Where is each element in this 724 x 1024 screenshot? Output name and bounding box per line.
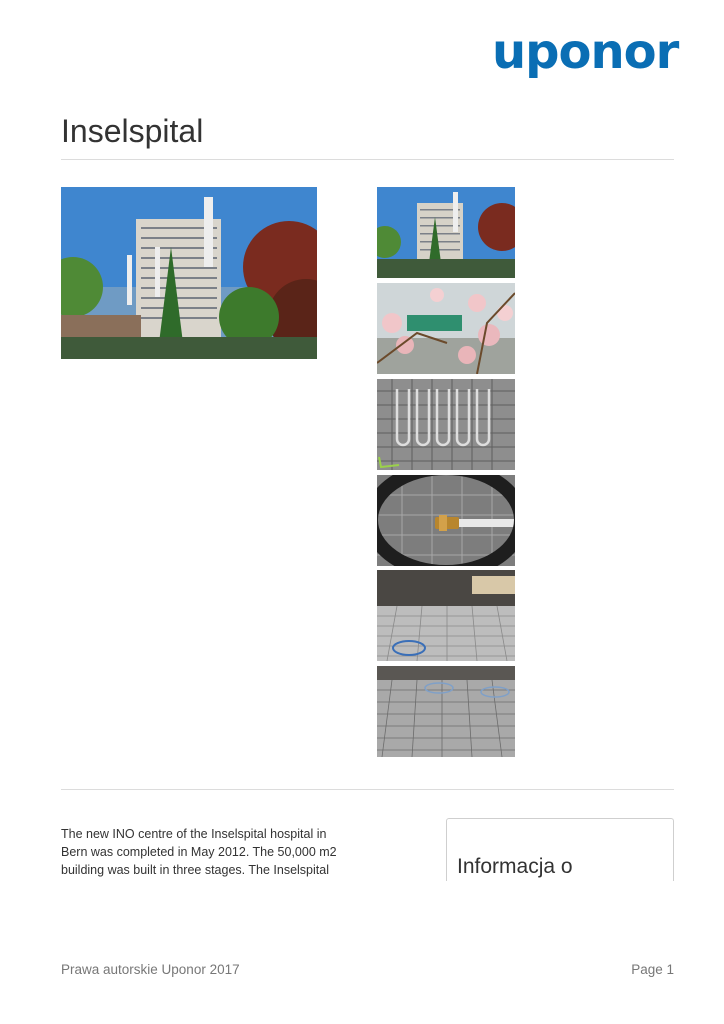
- content-divider: [61, 789, 674, 790]
- thumbnail-pipe-loops[interactable]: [377, 379, 515, 470]
- thumbnail-floor-mesh-coils[interactable]: [377, 666, 515, 757]
- uponor-logo: uponor: [492, 24, 679, 80]
- title-divider: [61, 159, 674, 160]
- info-panel-title: Informacja o: [457, 855, 573, 878]
- project-description: The new INO centre of the Inselspital hospital in Bern was completed in May 2012. The 50,000 m2 building was built in three stages. The Inselspital: [61, 827, 337, 877]
- thumbnail-pipe-fitting[interactable]: [377, 475, 515, 566]
- page-title: Inselspital: [61, 113, 204, 149]
- footer-page-number: Page 1: [631, 962, 674, 977]
- main-photo-hospital: [61, 187, 317, 359]
- info-panel: [446, 818, 674, 881]
- thumbnail-hospital-tower[interactable]: [377, 187, 515, 278]
- footer-copyright: Prawa autorskie Uponor 2017: [61, 962, 240, 977]
- thumbnail-magnolia-blossoms[interactable]: [377, 283, 515, 374]
- thumbnail-floor-mesh-interior[interactable]: [377, 570, 515, 661]
